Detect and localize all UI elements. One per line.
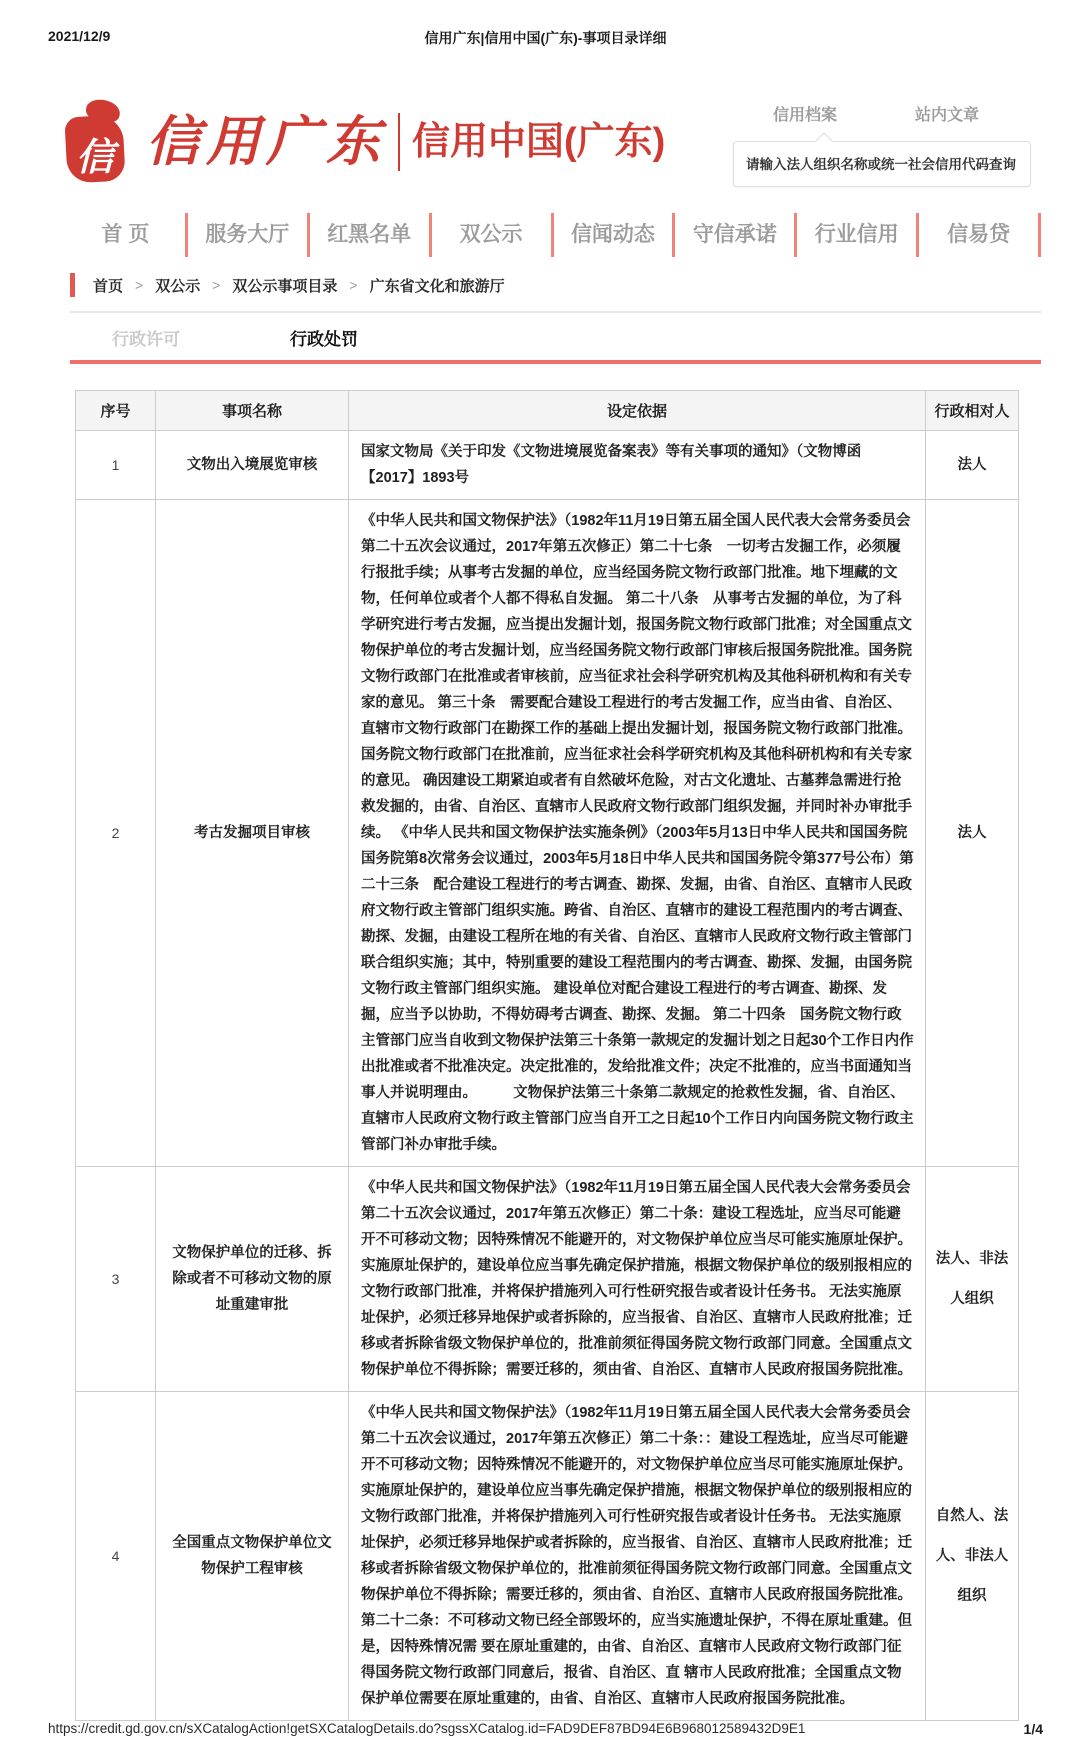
- print-footer: [0, 1721, 1091, 1753]
- tab-bar: [70, 311, 1041, 364]
- row-basis: 《中华人民共和国文物保护法》（1982年11月19日第五届全国人民代表大会常务委员会第二十五次会议通过，2017年第五次修正）第二十条：：建设工程选址，应当尽可能避开不可移动文物；因特殊情况不能避开的，对文物保护单位应当尽可能实施原址保护。 实施原址保护的，建设单位应当事先确定保护措施，根据文物保护单位的级别报相应的文物行政部门批准，并将保护措施列入可行性研究报告或者设计任务书。 无法实施原址保护，必须迁移异地保护或者拆除的，应当报省、自治区、直辖市人民政府批准；迁移或者拆除省级文物保护单位的，批准前须征得国务院文物行政部门同意。全国重点文物保护单位不得拆除；需要迁移的，须由省、自治区、直辖市人民政府报国务院批准。 第二十二条：不可移动文物已经全部毁坏的，应当实施遗址保护，不得在原址重建。但是，因特殊情况需 要在原址重建的，由省、自治区、直辖市人民政府文物行政部门征得国务院文物行政部门同意后，报省、自治区、直 辖市人民政府批准；全国重点文物保护单位需要在原址重建的，由省、自治区、直辖市人民政府报国务院批准。: [349, 1392, 926, 1721]
- print-title: 信用广东|信用中国(广东)-事项目录详细: [424, 30, 667, 46]
- column-header-item-name: 事项名称: [156, 391, 349, 431]
- table-header-row: [76, 391, 1019, 431]
- header-links: [733, 102, 1033, 125]
- nav-item-home[interactable]: 首 页: [66, 213, 188, 257]
- row-no: 1: [76, 431, 156, 500]
- search-input[interactable]: [734, 142, 1030, 186]
- row-target: 自然人、法人、非法人组织: [926, 1392, 1019, 1721]
- row-item-name: 考古发掘项目审核: [156, 500, 349, 1167]
- catalog-table: [75, 390, 1019, 1721]
- row-no: 2: [76, 500, 156, 1167]
- credit-seal-icon: 信: [66, 100, 132, 184]
- row-target: 法人、非法人组织: [926, 1167, 1019, 1392]
- breadcrumb-home[interactable]: 首页: [93, 277, 124, 295]
- nav-item-service-hall[interactable]: 服务大厅: [188, 213, 310, 257]
- row-basis: 国家文物局《关于印发《文物进境展览备案表》等有关事项的通知》（文物博函【2017】1893号: [349, 431, 926, 500]
- nav-item-credit-promise[interactable]: 守信承诺: [675, 213, 797, 257]
- footer-page-number: 1/4: [1023, 1721, 1043, 1737]
- column-header-no: 序号: [76, 391, 156, 431]
- breadcrumb: [70, 273, 1041, 297]
- table-row: [76, 1167, 1019, 1392]
- nav-item-red-black-list[interactable]: 红黑名单: [310, 213, 432, 257]
- table-row: [76, 500, 1019, 1167]
- site-header: [66, 96, 1033, 187]
- table-row: [76, 1392, 1019, 1721]
- link-credit-archive[interactable]: 信用档案: [773, 107, 838, 124]
- nav-item-credit-loan[interactable]: 信易贷: [919, 213, 1041, 257]
- column-header-basis: 设定依据: [349, 391, 926, 431]
- row-target: 法人: [926, 431, 1019, 500]
- breadcrumb-dual-publicity[interactable]: 双公示: [155, 277, 201, 295]
- row-basis: 《中华人民共和国文物保护法》（1982年11月19日第五届全国人民代表大会常务委员会第二十五次会议通过，2017年第五次修正）第二十条：建设工程选址，应当尽可能避开不可移动文物；因特殊情况不能避开的，对文物保护单位应当尽可能实施原址保护。 实施原址保护的，建设单位应当事先确定保护措施，根据文物保护单位的级别报相应的文物行政部门批准，并将保护措施列入可行性研究报告或者设计任务书。 无法实施原址保护，必须迁移异地保护或者拆除的，应当报省、自治区、直辖市人民政府批准；迁移或者拆除省级文物保护单位的，批准前须征得国务院文物行政部门同意。全国重点文物保护单位不得拆除；需要迁移的，须由省、自治区、直辖市人民政府报国务院批准。: [349, 1167, 926, 1392]
- search-box: [733, 141, 1031, 187]
- row-item-name: 全国重点文物保护单位文物保护工程审核: [156, 1392, 349, 1721]
- row-no: 4: [76, 1392, 156, 1721]
- breadcrumb-accent-bar: [70, 273, 75, 297]
- column-header-target: 行政相对人: [926, 391, 1019, 431]
- main-nav: [66, 213, 1041, 257]
- nav-item-credit-news[interactable]: 信闻动态: [554, 213, 676, 257]
- site-name: 信用中国(广东): [412, 120, 666, 163]
- row-no: 3: [76, 1167, 156, 1392]
- nav-item-dual-publicity[interactable]: 双公示: [432, 213, 554, 257]
- logo-script-text: 信用广东: [146, 111, 386, 172]
- header-right: [733, 96, 1033, 187]
- tab-administrative-penalty[interactable]: 行政处罚: [290, 330, 358, 349]
- table-row: [76, 431, 1019, 500]
- row-target: 法人: [926, 500, 1019, 1167]
- breadcrumb-department: 广东省文化和旅游厅: [369, 277, 505, 295]
- link-site-articles[interactable]: 站内文章: [915, 107, 980, 124]
- breadcrumb-separator: >: [135, 277, 144, 293]
- footer-url: https://credit.gd.gov.cn/sXCatalogAction!getSXCatalogDetails.do?sgssXCatalog.id=FAD9DEF87BD94E6B968012589432D9E1: [48, 1721, 806, 1736]
- print-header: [0, 0, 1091, 48]
- breadcrumb-separator: >: [349, 277, 358, 293]
- row-basis: 《中华人民共和国文物保护法》（1982年11月19日第五届全国人民代表大会常务委员会第二十五次会议通过，2017年第五次修正）第二十七条 一切考古发掘工作，必须履行报批手续；从事考古发掘的单位，应当经国务院文物行政部门批准。地下埋藏的文物，任何单位或者个人都不得私自发掘。 第二十八条 从事考古发掘的单位，为了科学研究进行考古发掘，应当提出发掘计划，报国务院文物行政部门批准；对全国重点文物保护单位的考古发掘计划，应当经国务院文物行政部门审核后报国务院批准。国务院文物行政部门在批准或者审核前，应当征求社会科学研究机构及其他科研机构和有关专家的意见。 第三十条 需要配合建设工程进行的考古发掘工作，应当由省、自治区、直辖市文物行政部门在勘探工作的基础上提出发掘计划，报国务院文物行政部门批准。国务院文物行政部门在批准前，应当征求社会科学研究机构及其他科研机构和有关专家的意见。 确因建设工期紧迫或者有自然破坏危险，对古文化遗址、古墓葬急需进行抢救发掘的，由省、自治区、直辖市人民政府文物行政部门组织发掘，并同时补办审批手续。 《中华人民共和国文物保护法实施条例》（2003年5月13日中华人民共和国国务院国务院第8次常务会议通过，2003年5月18日中华人民共和国国务院令第377号公布）第二十三条 配合建设工程进行的考古调查、勘探、发掘，由省、自治区、直辖市人民政府文物行政主管部门组织实施。跨省、自治区、直辖市的建设工程范围内的考古调查、勘探、发掘，由建设工程所在地的有关省、自治区、直辖市人民政府文物行政主管部门联合组织实施；其中，特别重要的建设工程范围内的考古调查、勘探、发掘，由国务院文物行政主管部门组织实施。 建设单位对配合建设工程进行的考古调查、勘探、发掘，应当予以协助，不得妨碍考古调查、勘探、发掘。 第二十四条 国务院文物行政主管部门应当自收到文物保护法第三十条第一款规定的发掘计划之日起30个工作日内作出批准或者不批准决定。决定批准的，发给批准文件；决定不批准的，应当书面通知当事人并说明理由。 文物保护法第三十条第二款规定的抢救性发掘，省、自治区、直辖市人民政府文物行政主管部门应当自开工之日起10个工作日内向国务院文物行政主管部门补办审批手续。: [349, 500, 926, 1167]
- breadcrumb-catalog[interactable]: 双公示事项目录: [232, 277, 338, 295]
- row-item-name: 文物保护单位的迁移、拆除或者不可移动文物的原址重建审批: [156, 1167, 349, 1392]
- nav-item-industry-credit[interactable]: 行业信用: [797, 213, 919, 257]
- tab-administrative-license[interactable]: 行政许可: [112, 330, 180, 349]
- row-item-name: 文物出入境展览审核: [156, 431, 349, 500]
- breadcrumb-separator: >: [212, 277, 221, 293]
- logo-divider: [398, 113, 400, 171]
- print-date: 2021/12/9: [48, 28, 111, 44]
- site-logo[interactable]: [66, 96, 665, 187]
